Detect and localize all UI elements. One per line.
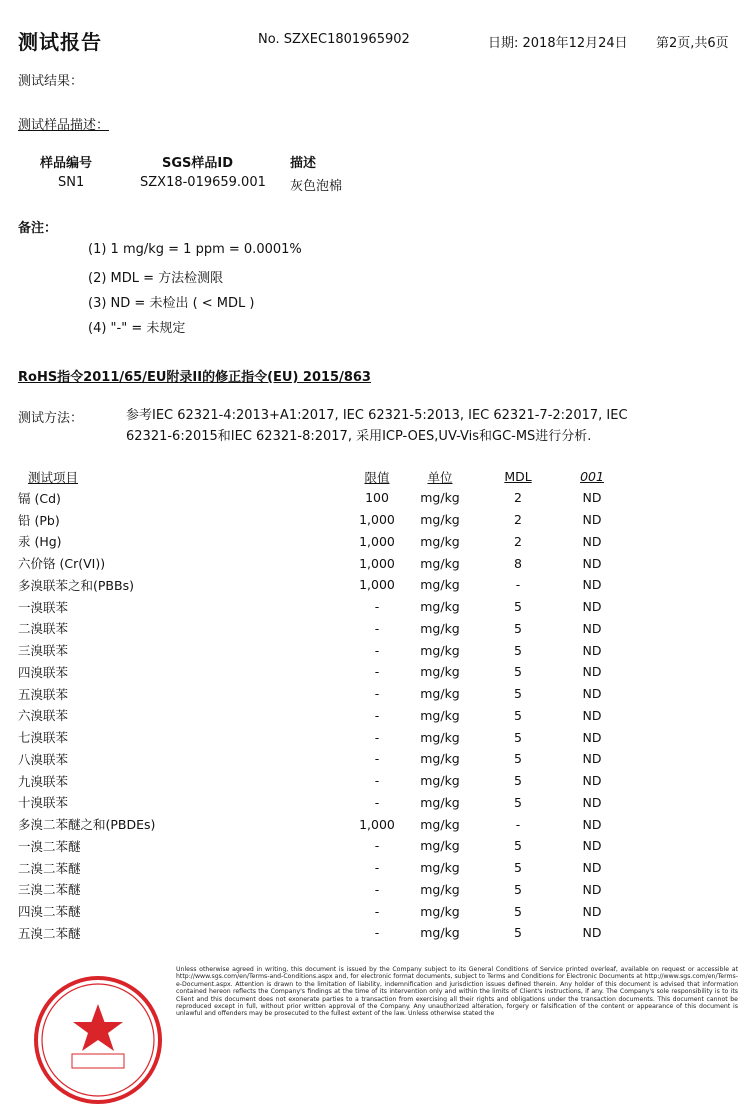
result-cell: ND	[582, 686, 602, 702]
mdl-cell: 5	[514, 773, 522, 789]
seal-text-box	[72, 1054, 124, 1068]
method-line-1: 参考IEC 62321-4:2013+A1:2017, IEC 62321-5:2013, IEC 62321-7-2:2017, IEC	[126, 408, 628, 423]
unit-cell: mg/kg	[420, 751, 460, 767]
test-item-cell: 四溴联苯	[18, 664, 69, 680]
unit-cell: mg/kg	[420, 577, 460, 593]
limit-cell: -	[374, 707, 380, 723]
remark-item: (4) "-" = 未规定	[88, 321, 186, 336]
test-item-cell: 五溴联苯	[18, 686, 69, 702]
mdl-cell: 2	[514, 512, 522, 528]
remark-item: (3) ND = 未检出 ( < MDL )	[88, 296, 255, 311]
official-seal	[28, 970, 168, 1110]
unit-cell: mg/kg	[420, 686, 460, 702]
result-cell: ND	[582, 642, 602, 658]
unit-cell: mg/kg	[420, 816, 460, 832]
result-cell: ND	[582, 490, 602, 506]
table-row	[18, 596, 618, 618]
unit-cell: mg/kg	[420, 664, 460, 680]
section-title: RoHS指令2011/65/EU附录II的修正指令(EU) 2015/863	[18, 370, 371, 385]
limit-cell: 1,000	[359, 577, 395, 593]
table-row	[18, 618, 618, 640]
limit-cell: -	[374, 925, 380, 941]
result-cell: ND	[582, 794, 602, 810]
mdl-cell: 5	[514, 729, 522, 745]
limit-cell: -	[374, 903, 380, 919]
sgs-id-header: SGS样品ID	[162, 156, 234, 171]
mdl-cell: -	[515, 577, 521, 593]
limit-cell: -	[374, 794, 380, 810]
header-mdl: MDL	[504, 469, 532, 484]
unit-cell: mg/kg	[420, 533, 460, 549]
table-row	[18, 574, 618, 596]
table-row	[18, 900, 618, 922]
limit-cell: 100	[365, 490, 389, 506]
remark-item: (2) MDL = 方法检测限	[88, 271, 224, 286]
table-row	[18, 792, 618, 814]
result-cell: ND	[582, 816, 602, 832]
table-row	[18, 770, 618, 792]
result-cell: ND	[582, 729, 602, 745]
result-cell: ND	[582, 599, 602, 615]
test-item-cell: 六溴联苯	[18, 708, 69, 724]
method-label: 测试方法：	[18, 411, 84, 426]
result-cell: ND	[582, 903, 602, 919]
mdl-cell: 5	[514, 751, 522, 767]
result-cell: ND	[582, 860, 602, 876]
unit-cell: mg/kg	[420, 490, 460, 506]
sample-no-header: 样品编号	[40, 156, 93, 171]
mdl-cell: 5	[514, 642, 522, 658]
limit-cell: -	[374, 860, 380, 876]
unit-cell: mg/kg	[420, 773, 460, 789]
test-item-cell: 三溴联苯	[18, 643, 69, 659]
test-item-cell: 多溴二苯醚之和(PBDEs)	[18, 817, 156, 833]
test-item-cell: 九溴联苯	[18, 773, 69, 789]
limit-cell: -	[374, 686, 380, 702]
limit-cell: -	[374, 751, 380, 767]
description-header: 描述	[290, 156, 317, 171]
mdl-cell: 5	[514, 620, 522, 636]
report-number: No. SZXEC1801965902	[258, 32, 410, 47]
test-item-cell: 四溴二苯醚	[18, 904, 81, 920]
description-value: 灰色泡棉	[290, 179, 343, 194]
remarks-label: 备注：	[18, 221, 58, 236]
mdl-cell: 2	[514, 490, 522, 506]
test-item-cell: 多溴联苯之和(PBBs)	[18, 577, 134, 593]
sample-description-label: 测试样品描述：	[18, 118, 110, 133]
results-header-row	[18, 466, 618, 487]
table-row	[18, 813, 618, 835]
sgs-id-value: SZX18-019659.001	[140, 175, 266, 190]
table-row	[18, 661, 618, 683]
test-item-cell: 二溴二苯醚	[18, 860, 81, 876]
test-item-cell: 五溴二苯醚	[18, 925, 81, 941]
table-row	[18, 835, 618, 857]
mdl-cell: 8	[514, 555, 522, 571]
test-item-cell: 铅 (Pb)	[18, 512, 60, 528]
result-cell: ND	[582, 881, 602, 897]
mdl-cell: 5	[514, 599, 522, 615]
page-indicator: 第2页,共6页	[656, 36, 729, 51]
result-cell: ND	[582, 512, 602, 528]
header-limit: 限值	[364, 469, 390, 485]
result-cell: ND	[582, 925, 602, 941]
table-row	[18, 683, 618, 705]
star-icon	[73, 1004, 123, 1051]
result-cell: ND	[582, 620, 602, 636]
limit-cell: 1,000	[359, 533, 395, 549]
result-cell: ND	[582, 533, 602, 549]
report-title: 测试报告	[18, 30, 102, 54]
mdl-cell: 5	[514, 881, 522, 897]
unit-cell: mg/kg	[420, 925, 460, 941]
unit-cell: mg/kg	[420, 794, 460, 810]
test-item-cell: 二溴联苯	[18, 621, 69, 637]
result-cell: ND	[582, 773, 602, 789]
test-item-cell: 七溴联苯	[18, 730, 69, 746]
method-line-2: 62321-6:2015和IEC 62321-8:2017, 采用ICP-OES,UV-Vis和GC-MS进行分析.	[126, 429, 592, 444]
limit-cell: -	[374, 838, 380, 854]
result-cell: ND	[582, 838, 602, 854]
limit-cell: 1,000	[359, 816, 395, 832]
unit-cell: mg/kg	[420, 642, 460, 658]
result-cell: ND	[582, 707, 602, 723]
result-cell: ND	[582, 664, 602, 680]
sample-no-value: SN1	[58, 175, 85, 190]
mdl-cell: 5	[514, 686, 522, 702]
table-row	[18, 531, 618, 553]
limit-cell: 1,000	[359, 555, 395, 571]
test-item-cell: 十溴联苯	[18, 795, 69, 811]
test-item-cell: 一溴联苯	[18, 599, 69, 615]
mdl-cell: 5	[514, 707, 522, 723]
table-row	[18, 726, 618, 748]
header-result-001: 001	[580, 469, 604, 484]
limit-cell: -	[374, 773, 380, 789]
table-row	[18, 922, 618, 944]
table-row	[18, 857, 618, 879]
table-row	[18, 879, 618, 901]
test-item-cell: 三溴二苯醚	[18, 882, 81, 898]
test-item-cell: 六价铬 (Cr(VI))	[18, 556, 106, 572]
header-unit: 单位	[427, 469, 453, 485]
test-item-cell: 汞 (Hg)	[18, 534, 62, 550]
mdl-cell: 2	[514, 533, 522, 549]
mdl-cell: 5	[514, 838, 522, 854]
limit-cell: -	[374, 729, 380, 745]
unit-cell: mg/kg	[420, 729, 460, 745]
mdl-cell: 5	[514, 794, 522, 810]
limit-cell: 1,000	[359, 512, 395, 528]
limit-cell: -	[374, 642, 380, 658]
results-table	[18, 466, 618, 944]
limit-cell: -	[374, 881, 380, 897]
table-row	[18, 487, 618, 509]
report-date: 日期: 2018年12月24日	[488, 36, 628, 51]
unit-cell: mg/kg	[420, 881, 460, 897]
limit-cell: -	[374, 620, 380, 636]
result-cell: ND	[582, 577, 602, 593]
limit-cell: -	[374, 664, 380, 680]
result-cell: ND	[582, 555, 602, 571]
mdl-cell: 5	[514, 860, 522, 876]
result-cell: ND	[582, 751, 602, 767]
table-row	[18, 705, 618, 727]
unit-cell: mg/kg	[420, 707, 460, 723]
unit-cell: mg/kg	[420, 903, 460, 919]
test-item-cell: 一溴二苯醚	[18, 838, 81, 854]
unit-cell: mg/kg	[420, 620, 460, 636]
test-result-label: 测试结果：	[18, 74, 84, 89]
mdl-cell: -	[515, 816, 521, 832]
legal-disclaimer: Unless otherwise agreed in writing, this document is issued by the Company subject to its General Conditions of Service printed overleaf, available on request or accessible at http://www.sgs.com/en/Terms-and-Conditions.aspx and, for electronic format documents, subject to Terms and Conditions for Electronic Documents at http://www.sgs.com/en/Terms-e-Document.aspx. Attention is drawn to the limitation of liability, indemnification and jurisdiction issues defined therein. Any holder of this document is advised that information contained hereon reflects the Company's findings at the time of its intervention only and within the limits of Client's instructions, if any. The Company's sole responsibility is to its Client and this document does not exonerate parties to a transaction from exercising all their rights and obligations under the transaction documents. This document cannot be reproduced except in full, without prior written approval of the Company. Any unauthorized alteration, forgery or falsification of the content or appearance of this document is unlawful and offenders may be prosecuted to the fullest extent of the law. Unless otherwise stated the	[176, 966, 738, 1018]
table-row	[18, 552, 618, 574]
unit-cell: mg/kg	[420, 599, 460, 615]
test-item-cell: 八溴联苯	[18, 751, 69, 767]
unit-cell: mg/kg	[420, 512, 460, 528]
table-row	[18, 639, 618, 661]
table-row	[18, 509, 618, 531]
unit-cell: mg/kg	[420, 838, 460, 854]
header-test-item: 测试项目	[28, 469, 79, 485]
unit-cell: mg/kg	[420, 555, 460, 571]
remark-item: (1) 1 mg/kg = 1 ppm = 0.0001%	[88, 242, 302, 257]
mdl-cell: 5	[514, 925, 522, 941]
limit-cell: -	[374, 599, 380, 615]
table-row	[18, 748, 618, 770]
mdl-cell: 5	[514, 664, 522, 680]
mdl-cell: 5	[514, 903, 522, 919]
test-item-cell: 镉 (Cd)	[18, 490, 61, 506]
unit-cell: mg/kg	[420, 860, 460, 876]
